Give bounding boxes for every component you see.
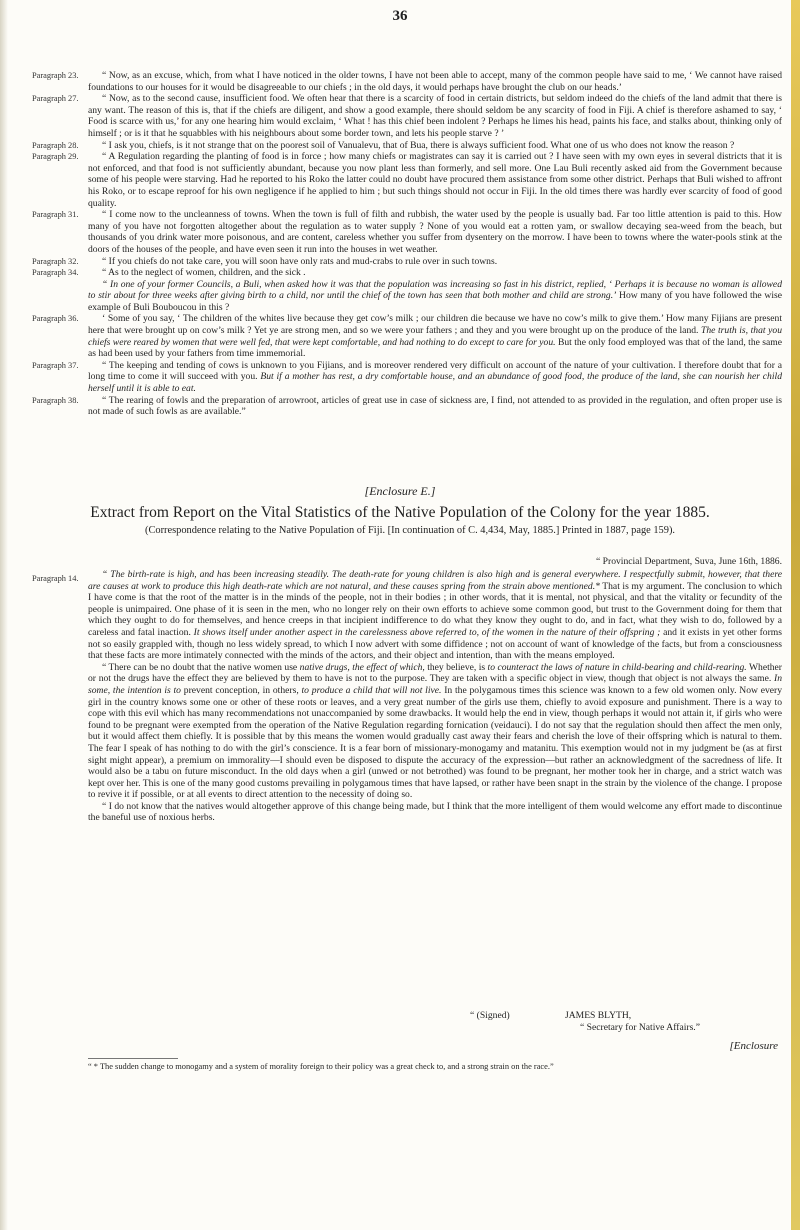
margin-label: Paragraph 31.	[32, 210, 79, 220]
extract-title: Extract from Report on the Vital Statistics of the Native Population of the Colony for the year 1885.	[90, 504, 710, 521]
paragraph-text: Whether or not the drugs have the effect they are believed by them to have is not to the purpose. They are taken with a specific object in view, though that object is not always the same.	[88, 661, 782, 685]
signed-label: “ (Signed)	[470, 1010, 510, 1021]
paragraph-text: But the only food employed was that of the land, the same as had been used by your fathers from time immemorial.	[88, 336, 783, 360]
signer-name: JAMES BLYTH,	[565, 1010, 632, 1021]
paragraph-text: “ If you chiefs do not take care, you will soon have only rats and mud-crabs to rule over in such towns.	[102, 255, 498, 267]
quote-tail: How many of you have followed the wise example of Buli Bouboucou in this ?	[88, 290, 782, 313]
margin-label: Paragraph 28.	[32, 140, 79, 150]
page-number: 36	[392, 8, 408, 24]
footnote-rule	[88, 1058, 178, 1059]
paragraph-text: prevent conception, in others,	[180, 684, 302, 696]
paragraph-34-quote	[0, 279, 800, 314]
margin-label: Paragraph 14.	[32, 574, 79, 583]
paragraph-block-top	[0, 70, 800, 418]
paragraph-italic: “ The birth-rate is high, and has been increasing steadily. The death-rate for young children is also high and is general everywhere. I respectfully submit, however, that there are causes at work to produce this high death-rate which are not natural, and these causes spring from the strain above mentioned.*	[88, 569, 782, 592]
paragraph-italic: In some, the intention is to	[88, 673, 782, 696]
correspondence-reference: (Correspondence relating to the Native Population of Fiji. [In continuation of C. 4,434, May, 1885.] Printed in 1887, page 159).	[144, 525, 676, 536]
paragraph-text: “ The keeping and tending of cows is unknown to you Fijians, and is moreover rendered very difficult on account of the nature of your cultivation. I therefore doubt that for a long time to come it will succeed with you.	[88, 359, 782, 383]
signer-title: “ Secretary for Native Affairs.”	[580, 1022, 700, 1033]
paragraph-italic: to counteract the laws of nature in child-bearing and child-rearing.	[487, 661, 747, 673]
next-enclosure-catchword: [Enclosure	[729, 1040, 778, 1052]
paragraph-text: and it exists in yet other forms not so easily grappled with, though no less widely spread, to which I now advert with some diffidence ; not on account of want of knowledge of the facts, but from a consciousness that these facts are more intimately connected with the minds of the actors, and their object and intention, than with the means employed.	[88, 626, 782, 662]
paragraph-text: “ There can be no doubt that the native women use	[102, 661, 300, 673]
paragraph-text: they believe, is	[424, 661, 488, 673]
margin-label: Paragraph 34.	[32, 268, 79, 278]
paragraph-27	[0, 93, 800, 139]
dateline: “ Provincial Department, Suva, June 16th, 1886.	[596, 556, 782, 567]
margin-label: Paragraph 29.	[32, 152, 79, 162]
paragraph-14-closing	[0, 801, 800, 824]
paragraph-text: “ Now, as an excuse, which, from what I have noticed in the older towns, I have not been able to accept, many of the common people have said to me, ‘ We cannot have raised foundations to our houses for it would be disagreeable to our chiefs ; in the old days, it would perhaps have brought the club on our heads.’	[88, 70, 782, 93]
paragraph-31	[0, 209, 800, 255]
paragraph-29	[0, 151, 800, 209]
paragraph-text: That is my argument. The conclusion to which I have come is that the root of the matter is in the minds of the people, not in their bodies ; in other words, that it is mental, not physical, and that the vitality or fecundity of the people is unimpaired. One phase of it is seen in the men, who no longer rely on their own efforts to achieve some common good, but trust to the Government doing for them that which they ought to do for themselves, and hence creeps in that incipient indifference to do what they know they ought to do, and in fact, what they wish to do, followed by a careless and fatal inaction.	[88, 580, 782, 638]
margin-label: Paragraph 37.	[32, 360, 79, 370]
paragraph-italic: to produce a child that will not live.	[301, 684, 442, 696]
paragraph-text: “ I come now to the uncleanness of towns. When the town is full of filth and rubbish, the water used by the people is usually bad. Far too little attention is paid to this. How many of you have not forgotten altogether about the regulation as to water supply ? None of you would eat a rotten yam, or swallow decaying sea-weed from the beach, but thousands of you drink water more poisonous, and are content, careless whether you suffer from dysentery on the morrow. I have been to towns where the water-pools stink at the doors of the houses of the people, and have even seen it run into the houses in wet weather.	[88, 209, 782, 255]
paragraph-36	[0, 313, 800, 359]
paragraph-text: “ A Regulation regarding the planting of food is in force ; how many chiefs or magistrates can say it is carried out ? I have seen with my own eyes in several districts that it is not enforced, and that food is not sufficiently abundant, because you now plant less than formerly, and sell more. One Lau Buli recently asked aid from the Government because some of his people were starving. Had he reported to his Roko the latter could no doubt have procured them assistance from some other district. Perhaps that Buli wished to affront his Roko, or to escape reproof for his own negligence if he applied to him ; but such things should not occur in Fiji. In the old times there was hardly ever scarcity of food of good quality.	[88, 151, 782, 209]
margin-label: Paragraph 36.	[32, 314, 79, 324]
margin-label: Paragraph 27.	[32, 94, 79, 104]
paragraph-37	[0, 360, 800, 395]
paragraph-38	[0, 395, 800, 418]
margin-label: Paragraph 38.	[32, 395, 79, 405]
paragraph-text: “ The rearing of fowls and the preparation of arrowroot, articles of great use in case of sickness are, I find, not attended to as provided in the regulation, and often proper use is not made of such fowls as are available.”	[88, 394, 782, 418]
paragraph-text: In the polygamous times this science was known to a few old women only. Now every girl in the country knows some one or other of these roots or leaves, and a very great number of the girls use them, chiefly to avoid exposure and punishment. There is a way to cope with this evil which has many recommendations not unaccompanied by some drawbacks. It would help the end in view, though perhaps it would not attain it, if girls who were found to be pregnant were exempted from the operation of the Native Regulation regarding fornication (veidauci). I do not say that the regulation should then affect the men only, but it would affect them chiefly. It is possible that by this means the women would gradually cast away their fears and cherish the love of their offspring which is natural to them. The fear I speak of has nothing to do with the girl’s conscience. It is a fear born of missionary-monogamy and matanitu. This exemption would not in my judgment be (as at first sight might appear), a premium on immorality—I should even be disposed to dispute the accuracy of the expression—but rather an acknowledgment of the sacredness of life. It would also be a tabu on future misconduct. In the old days when a girl (unwed or not betrothed) was found to be pregnant, her mother took her in charge, and a strict watch was kept over her. This is one of the many good customs prevailing in polygamous times that have lapsed, or rather have been snapt in the strain by the violence of the change. I propose to revive it if possible, or at all events to direct attention to the necessity of doing so.	[88, 684, 783, 801]
paragraph-23	[0, 70, 800, 93]
paragraph-14	[0, 569, 800, 662]
paragraph-32	[0, 256, 800, 268]
paragraph-italic: The truth is, that you chiefs were reared by women that were well fed, that were kept comfortable, and had nothing to do except to care for you.	[88, 325, 782, 348]
margin-label: Paragraph 23.	[32, 71, 79, 80]
paragraph-text: “ As to the neglect of women, children, and the sick .	[102, 267, 306, 279]
margin-label: Paragraph 32.	[32, 256, 79, 266]
paragraph-34	[0, 267, 800, 279]
paragraph-block-bottom	[0, 569, 800, 824]
paragraph-text: “ I ask you, chiefs, is it not strange that on the poorest soil of Vanualevu, that of Bua, there is always sufficient food. What one of us who does not know the reason ?	[102, 139, 735, 151]
enclosure-heading: [Enclosure E.]	[364, 484, 436, 498]
paragraph-14-continued	[0, 662, 800, 801]
footnote: “ * The sudden change to monogamy and a system of morality foreign to their policy was a great check to, and a strong strain on the race.”	[88, 1062, 554, 1071]
quote-italic: “ In one of your former Councils, a Buli, when asked how it was that the population was increasing so fast in his district, replied, ‘ Perhaps it is because no woman is allowed to stir about for three weeks after giving birth to a child, nor until the chief of the town has seen that both mother and child are strong.’	[88, 278, 782, 302]
paragraph-italic: It shows itself under another aspect in the carelessness above referred to, of the women in the nature of their offspring ;	[193, 626, 661, 638]
paragraph-text: “ Now, as to the second cause, insufficient food. We often hear that there is a scarcity of food in certain districts, but seldom indeed do the chiefs of the land admit that there is any want. The reason of this is, that if the chiefs are diligent, and show a good example, there should seldom be any scarcity of food in Fiji. A chief is therefore ashamed to say, ‘ Food is scarce with us,’ for any one hearing him would exclaim, ‘ What ! has this chief been indolent ? Perhaps he limes his head, paints his face, and stalks about, thinking only of himself ; or is it that he squabbles with his neighbours about some border town, and lets his people starve ? ’	[88, 93, 782, 139]
paragraph-28	[0, 140, 800, 152]
paragraph-italic: But if a mother has rest, a dry comfortable house, and an abundance of good food, the produce of the land, she can nourish her child herself until it is able to eat.	[88, 371, 782, 395]
paragraph-text: “ I do not know that the natives would altogether approve of this change being made, but I think that the more intelligent of them would welcome any effort made to discontinue the baneful use of noxious herbs.	[88, 800, 782, 824]
paragraph-italic: native drugs, the effect of which,	[299, 661, 425, 673]
paragraph-text: ‘ Some of you say, ‘ The children of the whites live because they get cow’s milk ; our children die because we have no cow’s milk to give them.’ How many Fijians are present here that were brought up on cow’s milk ? Yet ye are strong men, and so we were your fathers ; and they and you were brought up on the produce of the land.	[88, 313, 782, 337]
